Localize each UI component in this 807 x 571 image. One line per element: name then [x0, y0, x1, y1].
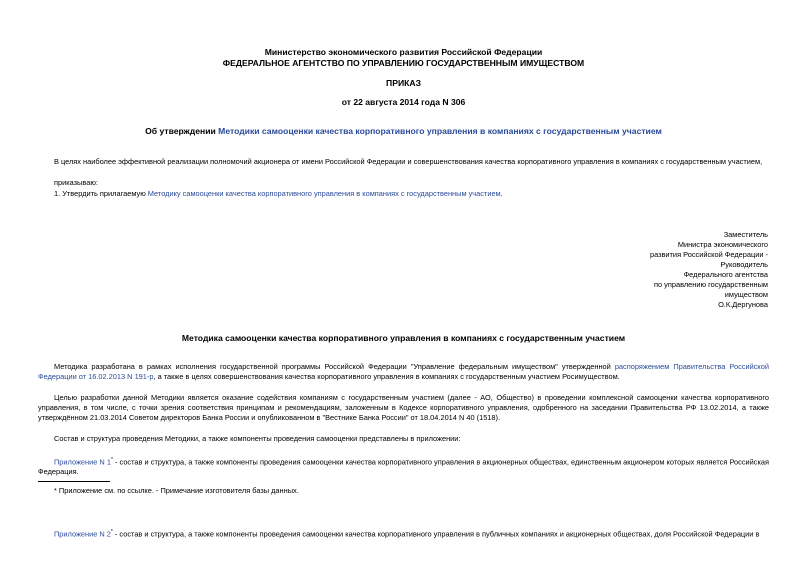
appendix-2-text: - состав и структура, а также компоненты проведения самооценки качества корпоративного управления в публичных компаниях и акционерных обществах, доля Российской Федерации в — [112, 529, 760, 539]
date-number-heading: от 22 августа 2014 года N 306 — [341, 97, 466, 107]
order-item-1-prefix: 1. Утвердить прилагаемую — [54, 189, 148, 198]
signature-line: развития Российской Федерации - — [649, 250, 768, 259]
para1-text-start: Методика разработана в рамках исполнения государственной программы Российской Федерации "Управление федеральным имуществом" утвержденной — [54, 362, 615, 371]
signature-line: О.К.Дергунова — [718, 300, 768, 309]
appendix-2-link[interactable]: Приложение N 2 — [54, 529, 111, 539]
signature-line: имуществом — [724, 290, 768, 299]
footnote-mark: * — [110, 457, 113, 463]
preamble-paragraph: В целях наиболее эффективной реализации полномочий акционера от имени Российской Федерации и совершенствования качества корпоративного управления в компаниях с государственным участием, — [54, 157, 763, 166]
method-paragraph-2: Целью разработки данной Методики является оказание содействия компаниям с государственным участием (далее - АО, Общество) в проведении комплексной самооценки качества корпоративного управления, в том числе, с точки зрения соответствия принципам и рекомендациям, заложенным в Кодексе корпоративного управления, одобренного на заседании Правительства РФ 13.02.2014, а также утверждённом 21.03.2014 Советом директоров Банка России и опубликованном в "Вестнике Банка России" от 18.04.2014 N 40 (1518). — [38, 393, 769, 422]
footnote-divider — [38, 481, 110, 482]
signature-line: Заместитель — [723, 230, 768, 239]
appendix-1-text: - состав и структура, а также компоненты проведения самооценки качества корпоративного управления в акционерных обществах, единственным акционером которых является Российская Федерация. — [38, 457, 770, 477]
method-title: Методика самооценки качества корпоративного управления в компаниях с государственным участием — [181, 333, 626, 343]
signature-line: Федерального агентства — [683, 270, 768, 279]
order-title-prefix: Об утверждении — [145, 126, 219, 136]
order-word: приказываю: — [54, 178, 98, 187]
method-paragraph-1 — [38, 362, 769, 382]
doc-type-heading: ПРИКАЗ — [386, 78, 421, 88]
method-paragraph-4 — [38, 455, 769, 477]
appendix-1-link[interactable]: Приложение N 1 — [54, 457, 111, 467]
footnote: * Приложение см. по ссылке. - Примечание изготовителя базы данных. — [54, 486, 299, 495]
order-title — [0, 126, 807, 136]
ministry-heading: Министерство экономического развития Российской Федерации — [264, 47, 543, 57]
agency-heading: ФЕДЕРАЛЬНОЕ АГЕНТСТВО ПО УПРАВЛЕНИЮ ГОСУДАРСТВЕННЫМ ИМУЩЕСТВОМ — [222, 58, 585, 68]
signature-block — [650, 230, 768, 310]
order-item-1 — [54, 189, 503, 199]
order-item-1-link[interactable]: Методику самооценки качества корпоративного управления в компаниях с государственным участием — [147, 189, 501, 198]
signature-line: по управлению государственным — [654, 280, 768, 289]
para1-link[interactable]: распоряжением Правительства Российской Федерации от 16.02.2013 N 191-р — [38, 362, 769, 381]
signature-line: Министра экономического — [677, 240, 768, 249]
order-item-1-suffix: . — [500, 189, 503, 198]
footnote-mark: * — [110, 529, 113, 535]
para1-text-end: , а также в целях совершенствования качества корпоративного управления в компаниях с государственным участием Росимуществом. — [153, 372, 620, 381]
signature-line: Руководитель — [720, 260, 768, 269]
method-paragraph-3: Состав и структура проведения Методики, а также компоненты проведения самооценки представлены в приложении: — [54, 434, 461, 443]
method-paragraph-5 — [38, 527, 769, 539]
order-title-link[interactable]: Методики самооценки качества корпоративного управления в компаниях с государственным участием — [218, 126, 662, 136]
